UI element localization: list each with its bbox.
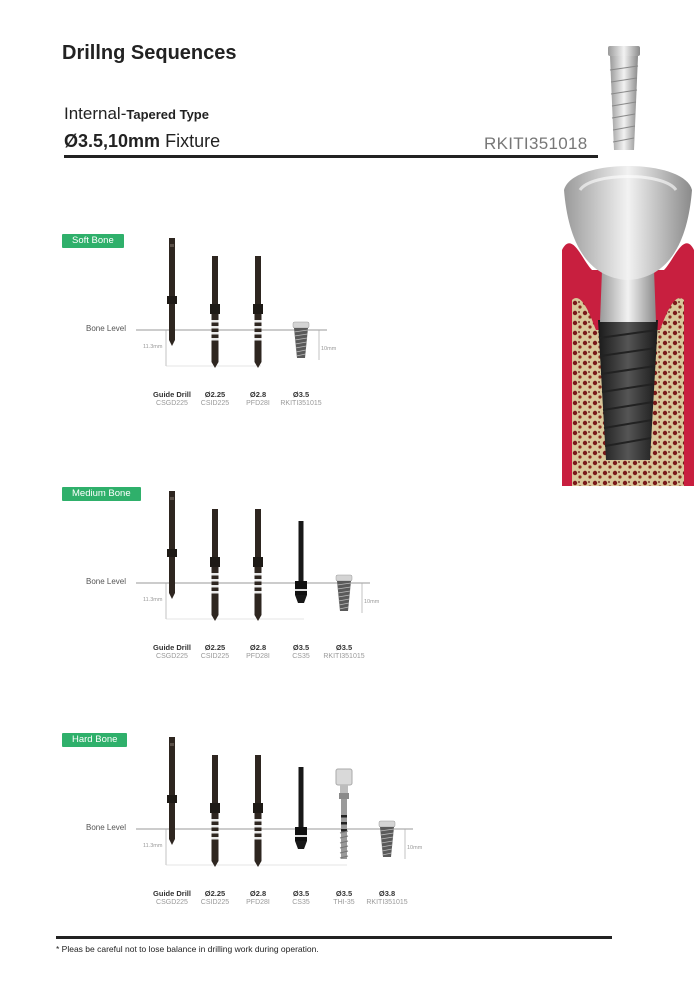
drill-depth-label: 11.3mm (143, 597, 163, 603)
implant-length-label: 10mm (321, 346, 337, 352)
tool-diameter-label: Ø2.25 (204, 889, 226, 898)
implant-fixture (379, 821, 395, 857)
bone-type-badge: Hard Bone (62, 733, 127, 747)
bone-level-label: Bone Level (86, 577, 127, 586)
twist-drill (210, 256, 220, 368)
page-title: Drillng Sequences (62, 42, 237, 64)
header-divider (64, 155, 598, 158)
implant-fixture (336, 575, 352, 611)
tool-diameter-label: Guide Drill (153, 889, 191, 898)
tool-code-label: RKITI351015 (280, 400, 322, 407)
twist-drill (253, 755, 263, 867)
subtitle-prefix: Internal- (64, 104, 127, 123)
tool-diameter-label: Ø2.8 (249, 390, 267, 399)
tool-code-label: THI-35 (333, 899, 355, 906)
implant-fixture (293, 322, 309, 358)
tool-diameter-label: Guide Drill (153, 390, 191, 399)
implant-length-label: 10mm (364, 599, 380, 605)
implant-length-label: 10mm (407, 845, 423, 851)
tool-diameter-label: Ø2.25 (204, 390, 226, 399)
drill-sequence-diagram (0, 467, 700, 647)
fixture-word: Fixture (165, 131, 221, 151)
tool-diameter-label: Ø2.8 (249, 643, 267, 652)
tool-code-label: CS35 (292, 653, 310, 660)
tool-code-label: CSGD225 (156, 899, 188, 906)
twist-drill (210, 509, 220, 621)
bone-level-label: Bone Level (86, 823, 127, 832)
tool-diameter-label: Ø2.25 (204, 643, 226, 652)
product-code: RKITI351018 (484, 134, 588, 153)
footer-divider (56, 936, 612, 939)
twist-drill (210, 755, 220, 867)
tool-code-label: PFD28I (246, 400, 270, 407)
tool-code-label: CSID225 (200, 653, 230, 660)
subtitle-type: Tapered Type (126, 107, 209, 122)
drill-sequence-diagram (0, 214, 700, 394)
tool-diameter-label: Ø3.5 (292, 889, 310, 898)
tool-code-label: CS35 (292, 899, 310, 906)
tool-code-label: PFD28I (246, 899, 270, 906)
tool-code-label: CSGD225 (156, 653, 188, 660)
tool-code-label: RKITI351015 (366, 899, 408, 906)
bone-type-badge: Medium Bone (62, 487, 141, 501)
tool-diameter-label: Ø3.8 (378, 889, 396, 898)
tap-drill (336, 769, 352, 859)
footnote: * Pleas be careful not to lose balance in drilling work during operation. (56, 944, 319, 954)
tool-diameter-label: Ø3.5 (292, 643, 310, 652)
drill-depth-label: 11.3mm (143, 843, 163, 849)
fixture-type-line (64, 104, 209, 124)
twist-drill (253, 509, 263, 621)
bone-level-label: Bone Level (86, 324, 127, 333)
tool-code-label: RKITI351015 (323, 653, 365, 660)
tool-code-label: PFD28I (246, 653, 270, 660)
tool-code-label: CSID225 (200, 899, 230, 906)
small-implant-icon (608, 46, 640, 150)
twist-drill (253, 256, 263, 368)
tool-code-label: CSGD225 (156, 400, 188, 407)
countersink-drill (295, 767, 307, 849)
tool-code-label: CSID225 (200, 400, 230, 407)
drill-depth-label: 11.3mm (143, 344, 163, 350)
tool-diameter-label: Ø2.8 (249, 889, 267, 898)
fixture-size: Ø3.5,10mm (64, 131, 161, 151)
tool-diameter-label: Guide Drill (153, 643, 191, 652)
tool-diameter-label: Ø3.5 (335, 643, 353, 652)
fixture-size-line (64, 131, 220, 152)
countersink-drill (295, 521, 307, 603)
drill-sequence-diagram (0, 713, 700, 893)
tool-diameter-label: Ø3.5 (335, 889, 353, 898)
tool-diameter-label: Ø3.5 (292, 390, 310, 399)
bone-type-badge: Soft Bone (62, 234, 124, 248)
